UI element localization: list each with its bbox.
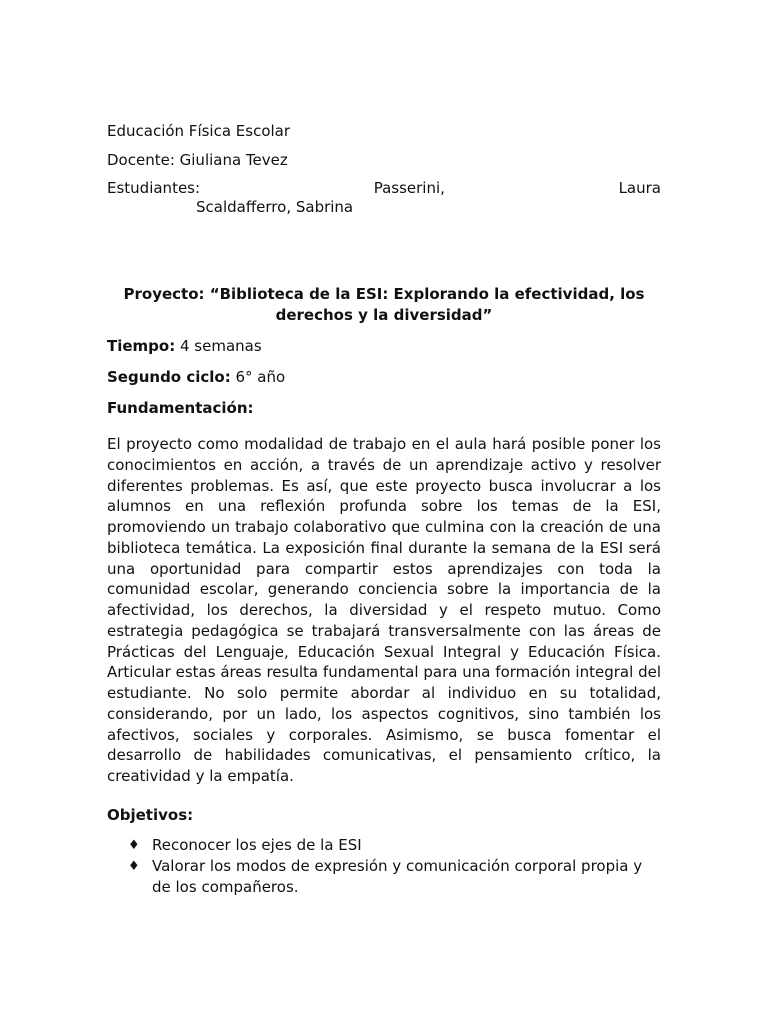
cycle-line <box>107 367 285 387</box>
student-name-2: Laura <box>618 179 661 197</box>
project-title-line-2: derechos y la diversidad” <box>275 306 493 324</box>
students-label: Estudiantes: <box>107 179 201 197</box>
teacher-line: Docente: Giuliana Tevez <box>107 151 288 169</box>
list-item-text: Valorar los modos de expresión y comunicación corporal propia y de los compañeros. <box>152 857 643 896</box>
project-title-line-1: Proyecto: “Biblioteca de la ESI: Explorando la efectividad, los <box>123 285 645 303</box>
list-item-text: Reconocer los ejes de la ESI <box>152 836 362 854</box>
time-label: Tiempo: <box>107 337 176 355</box>
time-value: 4 semanas <box>175 337 262 355</box>
diamond-bullet-icon: ♦ <box>128 838 140 853</box>
list-item <box>107 856 661 898</box>
fundamentacion-body: El proyecto como modalidad de trabajo en el aula hará posible poner los conocimientos en acción, a través de un aprendizaje activo y resolver diferentes problemas. Es así, que este proyecto busca involucrar a los alumnos en una reflexión profunda sobre los temas de la ESI, promoviendo un trabajo colaborativo que culmina con la creación de una biblioteca temática. La exposición final durante la semana de la ESI será una oportunidad para compartir estos aprendizajes con toda la comunidad escolar, generando conciencia sobre la importancia de la afectividad, los derechos, la diversidad y el respeto mutuo. Como estrategia pedagógica se trabajará transversalmente con las áreas de Prácticas del Lenguaje, Educación Sexual Integral y Educación Física. Articular estas áreas resulta fundamental para una formación integral del estudiante. No solo permite abordar al individuo en su totalidad, considerando, por un lado, los aspectos cognitivos, sino también los afectivos, sociales y corporales. Asimismo, se busca fomentar el desarrollo de habilidades comunicativas, el pensamiento crítico, la creatividad y la empatía. <box>107 435 661 785</box>
objetivos-heading: Objetivos: <box>107 806 194 824</box>
student-name-1: Passerini, <box>373 179 445 197</box>
cycle-value: 6° año <box>230 368 286 386</box>
objetivos-list <box>107 835 661 898</box>
list-item <box>107 835 661 856</box>
fundamentacion-heading: Fundamentación: <box>107 399 254 417</box>
cycle-label: Segundo ciclo: <box>107 368 231 386</box>
diamond-bullet-icon: ♦ <box>128 859 140 874</box>
project-title <box>107 284 661 326</box>
students-line-continued: Scaldafferro, Sabrina <box>196 198 354 216</box>
subject-line: Educación Física Escolar <box>107 122 291 140</box>
time-line <box>107 336 262 356</box>
students-line <box>107 178 661 198</box>
